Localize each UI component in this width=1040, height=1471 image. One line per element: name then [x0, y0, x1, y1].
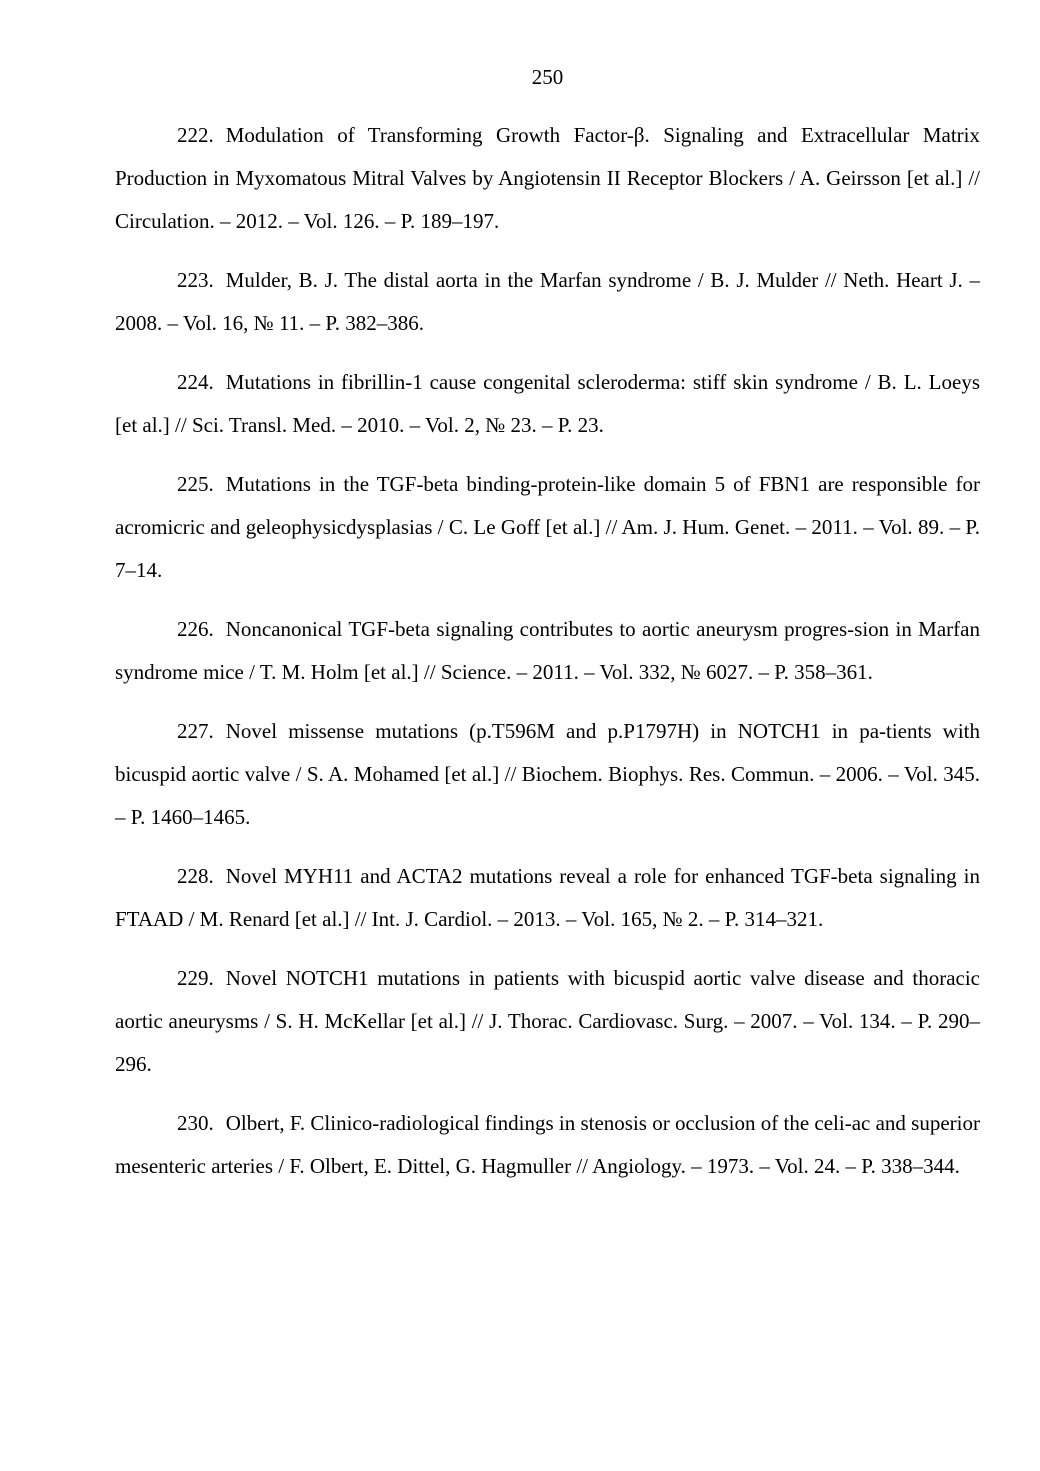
reference-entry — [115, 710, 980, 839]
reference-entry — [115, 608, 980, 694]
reference-text: Mulder, B. J. The distal aorta in the Marfan syndrome / B. J. Mulder // Neth. Heart J. – 2008. – Vol. 16, № 11. – P. 382–386. — [115, 268, 980, 335]
reference-number: 225. — [177, 472, 214, 496]
reference-text: Novel MYH11 and ACTA2 mutations reveal a role for enhanced TGF-beta signaling in FTAAD / M. Renard [et al.] // Int. J. Cardiol. – 2013. – Vol. 165, № 2. – P. 314–321. — [115, 864, 980, 931]
reference-number: 226. — [177, 617, 214, 641]
reference-entry — [115, 1102, 980, 1188]
reference-number: 230. — [177, 1111, 214, 1135]
reference-entry — [115, 855, 980, 941]
reference-entry — [115, 463, 980, 592]
page-number: 250 — [531, 65, 564, 89]
reference-number: 224. — [177, 370, 214, 394]
reference-number: 228. — [177, 864, 214, 888]
reference-text: Mutations in the TGF-beta binding-protein-like domain 5 of FBN1 are responsible for acromicric and geleophysicdysplasias / C. Le Goff [et al.] // Am. J. Hum. Genet. – 2011. – Vol. 89. – P. 7–14. — [115, 472, 980, 582]
reference-text: Noncanonical TGF-beta signaling contributes to aortic aneurysm progres-sion in Marfan syndrome mice / T. M. Holm [et al.] // Science. – 2011. – Vol. 332, № 6027. – P. 358–361. — [115, 617, 980, 684]
reference-number: 223. — [177, 268, 214, 292]
reference-list — [115, 114, 980, 1204]
reference-number: 229. — [177, 966, 214, 990]
reference-text: Novel missense mutations (p.T596M and p.P1797H) in NOTCH1 in pa-tients with bicuspid aortic valve / S. A. Mohamed [et al.] // Biochem. Biophys. Res. Commun. – 2006. – Vol. 345. – P. 1460–1465. — [115, 719, 980, 829]
reference-entry — [115, 259, 980, 345]
reference-number: 227. — [177, 719, 214, 743]
reference-text: Novel NOTCH1 mutations in patients with bicuspid aortic valve disease and thoracic aortic aneurysms / S. H. McKellar [et al.] // J. Thorac. Cardiovasc. Surg. – 2007. – Vol. 134. – P. 290–296. — [115, 966, 980, 1076]
reference-entry — [115, 361, 980, 447]
reference-number: 222. — [177, 123, 214, 147]
reference-entry — [115, 114, 980, 243]
reference-text: Olbert, F. Clinico-radiological findings in stenosis or occlusion of the celi-ac and superior mesenteric arteries / F. Olbert, E. Dittel, G. Hagmuller // Angiology. – 1973. – Vol. 24. – P. 338–344. — [115, 1111, 980, 1178]
reference-text: Modulation of Transforming Growth Factor-β. Signaling and Extracellular Matrix Production in Myxomatous Mitral Valves by Angiotensin II Receptor Blockers / A. Geirsson [et al.] // Circulation. – 2012. – Vol. 126. – P. 189–197. — [115, 123, 980, 233]
reference-text: Mutations in fibrillin-1 cause congenital scleroderma: stiff skin syndrome / B. L. Loeys [et al.] // Sci. Transl. Med. – 2010. – Vol. 2, № 23. – P. 23. — [115, 370, 980, 437]
reference-entry — [115, 957, 980, 1086]
